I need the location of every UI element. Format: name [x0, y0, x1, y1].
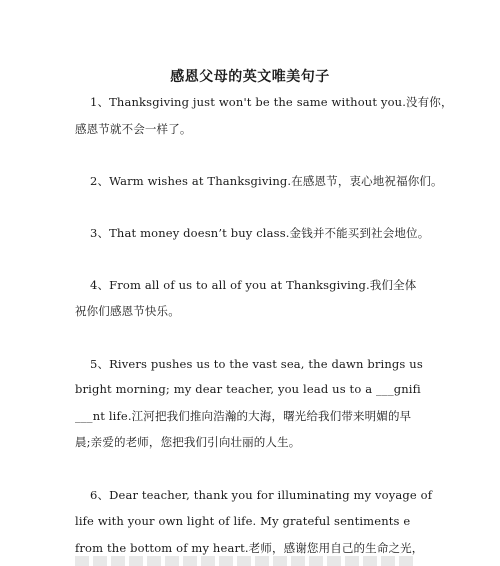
- paragraph-5-line-3: ___nt life.江河把我们推向浩瀚的大海，曙光给我们带来明媚的早: [75, 409, 412, 423]
- paragraph-1-line-2: 感恩节就不会一样了。: [75, 122, 192, 136]
- paragraph-4-line-1: 4、From all of us to all of you at Thanksgiving.我们全体: [90, 278, 417, 292]
- paragraph-6-line-1: 6、Dear teacher, thank you for illuminating my voyage of: [90, 488, 433, 502]
- paragraph-5-line-1: 5、Rivers pushes us to the vast sea, the dawn brings us: [90, 357, 423, 371]
- paragraph-3-line-1: 3、That money doesn’t buy class.金钱并不能买到社会地位。: [90, 226, 430, 240]
- paragraph-4-line-2: 祝你们感恩节快乐。: [75, 304, 180, 318]
- paragraph-1-line-1: 1、Thanksgiving just won't be the same without you.没有你，: [90, 95, 453, 109]
- document-title: 感恩父母的英文唯美句子: [170, 69, 330, 85]
- paragraph-5-line-4: 晨;亲爱的老师，您把我们引向壮丽的人生。: [75, 435, 301, 449]
- paragraph-5-line-2: bright morning; my dear teacher, you lead us to a ___gnifi: [75, 382, 421, 396]
- cut-off-line: [75, 556, 415, 566]
- paragraph-2-line-1: 2、Warm wishes at Thanksgiving.在感恩节，衷心地祝福你们。: [90, 174, 443, 188]
- paragraph-6-line-3: from the bottom of my heart.老师，感谢您用自己的生命之光，: [75, 541, 424, 555]
- paragraph-6-line-2: life with your own light of life. My grateful sentiments e: [75, 514, 411, 528]
